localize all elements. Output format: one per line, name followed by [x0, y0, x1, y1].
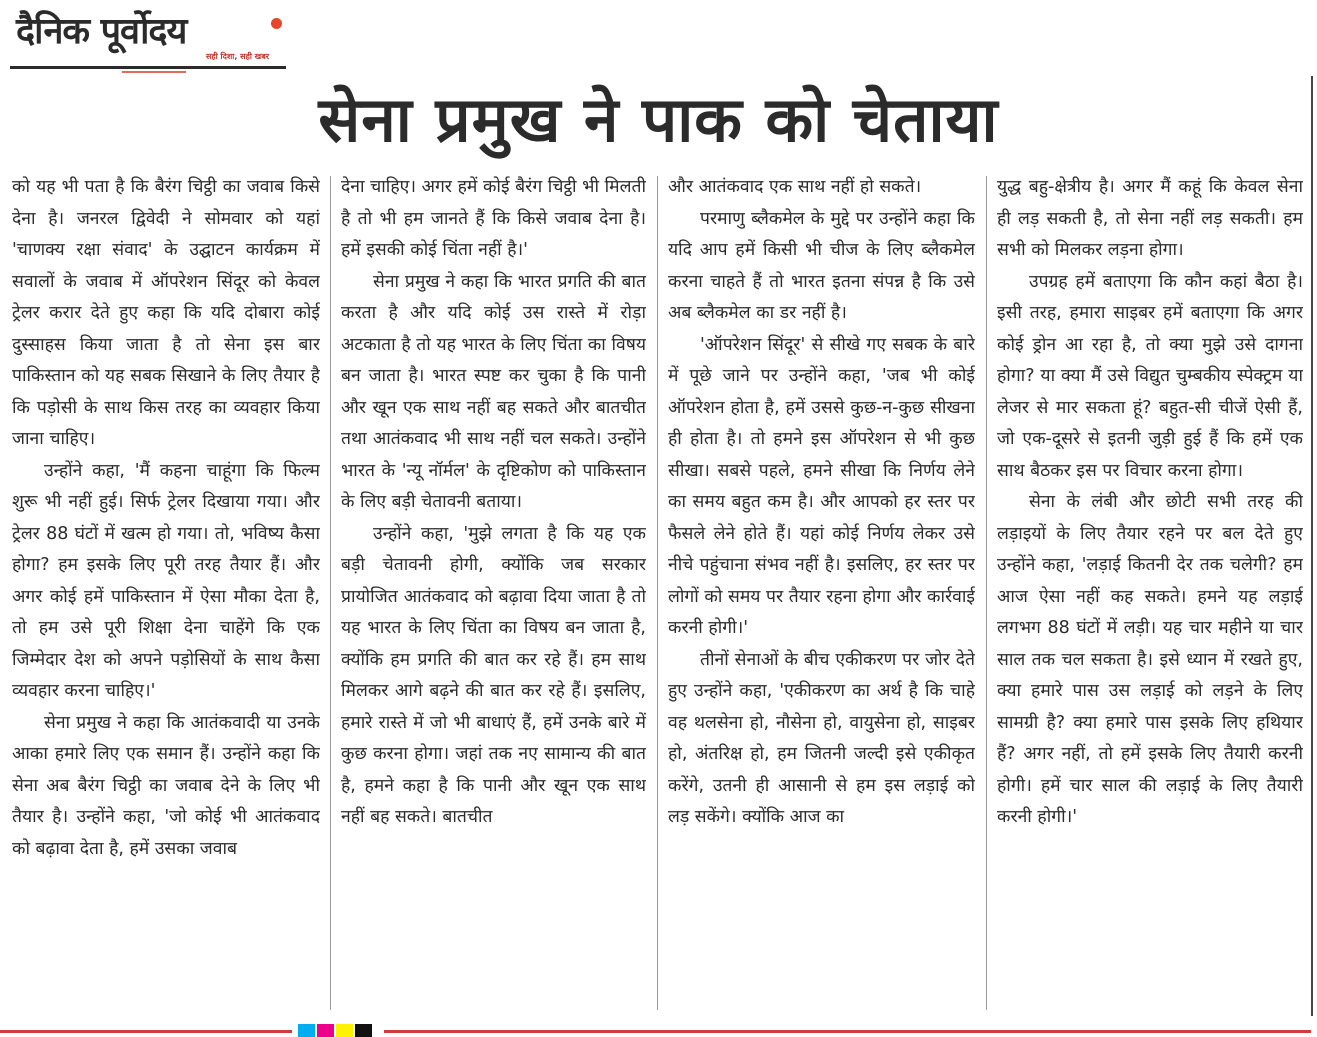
paragraph: को यह भी पता है कि बैरंग चिट्ठी का जवाब किसे देना है। जनरल द्विवेदी ने सोमवार को यहां 'चाणक्य रक्षा संवाद' के उद्घाटन कार्यक्रम में सवालों के जवाब में ऑपरेशन सिंदूर को केवल ट्रेलर करार देते हुए कहा कि यदि दोबारा कोई दुस्साहस किया जाता है तो सेना इस बार पाकिस्तान को यह सबक सिखाने के लिए तैयार है कि पड़ोसी के साथ किस तरह का व्यवहार किया जाना चाहिए। — [12, 177, 320, 449]
column-divider — [986, 176, 987, 1010]
footer-rule-right — [384, 1030, 1311, 1033]
paragraph: सेना के लंबी और छोटी सभी तरह की लड़ाइयों के लिए तैयार रहने पर बल देते हुए उन्होंने कहा, 'लड़ाई कितनी देर तक चलेगी? हम आज ऐसा नहीं कह सकते। हमने यह लड़ाई लगभग 88 घंटों में लड़ी। यह चार महीने या चार साल तक चल सकता है। इसे ध्यान में रखते हुए, क्या हमारे पास उस लड़ाई को लड़ने के लिए सामग्री है? क्या हमारे पास इसके लिए हथियार हैं? अगर नहीं, तो हमें इसके लिए तैयारी करनी होगी। हमें चार साल की लड़ाई के लिए तैयारी करनी होगी।' — [997, 492, 1303, 827]
logo-dot-icon — [271, 18, 282, 29]
cmyk-yellow-mark — [336, 1024, 353, 1037]
paragraph: परमाणु ब्लैकमेल के मुद्दे पर उन्होंने कहा कि यदि आप हमें किसी भी चीज के लिए ब्लैकमेल करना चाहते हैं तो भारत इतना संपन्न है कि उसे अब ब्लैकमेल का डर नहीं है। — [668, 208, 975, 323]
paragraph: देना चाहिए। अगर हमें कोई बैरंग चिट्ठी भी मिलती है तो भी हम जानते हैं कि किसे जवाब देना है। हमें इसकी कोई चिंता नहीं है।' — [341, 177, 646, 260]
footer-rule-left — [0, 1030, 292, 1033]
article-column-2 — [341, 172, 646, 1012]
cmyk-cyan-mark — [298, 1024, 315, 1037]
page-edge-rule — [1311, 76, 1313, 1016]
paragraph: 'ऑपरेशन सिंदूर' से सीखे गए सबक के बारे में पूछे जाने पर उन्होंने कहा, 'जब भी कोई ऑपरेशन होता है, हमें उससे कुछ-न-कुछ सीखना ही होता है। तो हमने इस ऑपरेशन से भी कुछ सीखा। सबसे पहले, हमने सीखा कि निर्णय लेने का समय बहुत कम है। और आपको हर स्तर पर फैसले लेने होते हैं। यहां कोई निर्णय लेकर उसे नीचे पहुंचाना संभव नहीं है। इसलिए, हर स्तर पर लोगों को समय पर तैयार रहना होगा और कार्रवाई करनी होगी।' — [668, 334, 975, 638]
cmyk-black-mark — [355, 1024, 372, 1037]
paragraph: सेना प्रमुख ने कहा कि आतंकवादी या उनके आका हमारे लिए एक समान हैं। उन्होंने कहा कि सेना अब बैरंग चिट्ठी का जवाब देने के लिए भी तैयार है। उन्होंने कहा, 'जो कोई भी आतंकवाद को बढ़ावा देता है, हमें उसका जवाब — [12, 712, 320, 859]
article-column-4 — [997, 172, 1303, 1012]
paragraph: उन्होंने कहा, 'मुझे लगता है कि यह एक बड़ी चेतावनी होगी, क्योंकि जब सरकार प्रायोजित आतंकवाद को बढ़ावा दिया जाता है तो यह भारत के लिए चिंता का विषय बन जाता है, क्योंकि हम प्रगति की बात कर रहे हैं। हम साथ मिलकर आगे बढ़ने की बात कर रहे हैं। इसलिए, हमारे रास्ते में जो भी बाधाएं हैं, हमें उनके बारे में कुछ करना होगा। जहां तक नए सामान्य की बात है, हमने कहा है कि पानी और खून एक साथ नहीं बह सकते। बातचीत — [341, 523, 646, 827]
paragraph: उपग्रह हमें बताएगा कि कौन कहां बैठा है। इसी तरह, हमारा साइबर हमें बताएगा कि अगर कोई ड्रोन आ रहा है, तो क्या मुझे उसे दागना होगा? या क्या मैं उसे विद्युत चुम्बकीय स्पेक्ट्रम या लेजर से मार सकता हूं? बहुत-सी चीजें ऐसी हैं, जो एक-दूसरे से इतनी जुड़ी हुई हैं कि हमें एक साथ बैठकर इस पर विचार करना होगा। — [997, 271, 1303, 481]
masthead-rule — [10, 66, 286, 69]
paragraph: सेना प्रमुख ने कहा कि भारत प्रगति की बात करता है और यदि कोई उस रास्ते में रोड़ा अटकाता है तो यह भारत के लिए चिंता का विषय बन जाता है। भारत स्पष्ट कर चुका है कि पानी और खून एक साथ नहीं बह सकते और बातचीत तथा आतंकवाद भी साथ नहीं चल सकते। उन्होंने भारत के 'न्यू नॉर्मल' के दृष्टिकोण को पाकिस्तान के लिए बड़ी चेतावनी बताया। — [341, 271, 646, 512]
paragraph: तीनों सेनाओं के बीच एकीकरण पर जोर देते हुए उन्होंने कहा, 'एकीकरण का अर्थ है कि चाहे वह थलसेना हो, नौसेना हो, वायुसेना हो, साइबर हो, अंतरिक्ष हो, हम जितनी जल्दी इसे एकीकृत करेंगे, उतनी ही आसानी से हम इस लड़ाई को लड़ सकेंगे। क्योंकि आज का — [668, 649, 975, 827]
masthead — [10, 6, 286, 72]
cmyk-magenta-mark — [317, 1024, 334, 1037]
article-column-3 — [668, 172, 975, 1012]
column-divider — [330, 176, 331, 1010]
column-divider — [657, 176, 658, 1010]
paragraph: और आतंकवाद एक साथ नहीं हो सकते। — [668, 177, 922, 197]
paragraph: युद्ध बहु-क्षेत्रीय है। अगर मैं कहूं कि केवल सेना ही लड़ सकती है, तो सेना नहीं लड़ सकती। हम सभी को मिलकर लड़ना होगा। — [997, 177, 1303, 260]
masthead-accent-rule — [122, 71, 186, 73]
newspaper-logo: दैनिक पूर्वोदय — [16, 11, 187, 52]
headline: सेना प्रमुख ने पाक को चेताया — [318, 83, 999, 156]
paragraph: उन्होंने कहा, 'मैं कहना चाहूंगा कि फिल्म शुरू भी नहीं हुई। सिर्फ ट्रेलर दिखाया गया। और ट्रेलर 88 घंटों में खत्म हो गया। तो, भविष्य कैसा होगा? हम इसके लिए पूरी तरह तैयार हैं। और अगर कोई हमें पाकिस्तान में ऐसा मौका देता है, तो हम उसे पूरी शिक्षा देना चाहेंगे कि एक जिम्मेदार देश को अपने पड़ोसियों के साथ कैसा व्यवहार करना चाहिए।' — [12, 460, 320, 701]
logo-tagline: सही दिशा, सही खबर — [206, 52, 270, 61]
article-column-1 — [12, 172, 320, 1012]
